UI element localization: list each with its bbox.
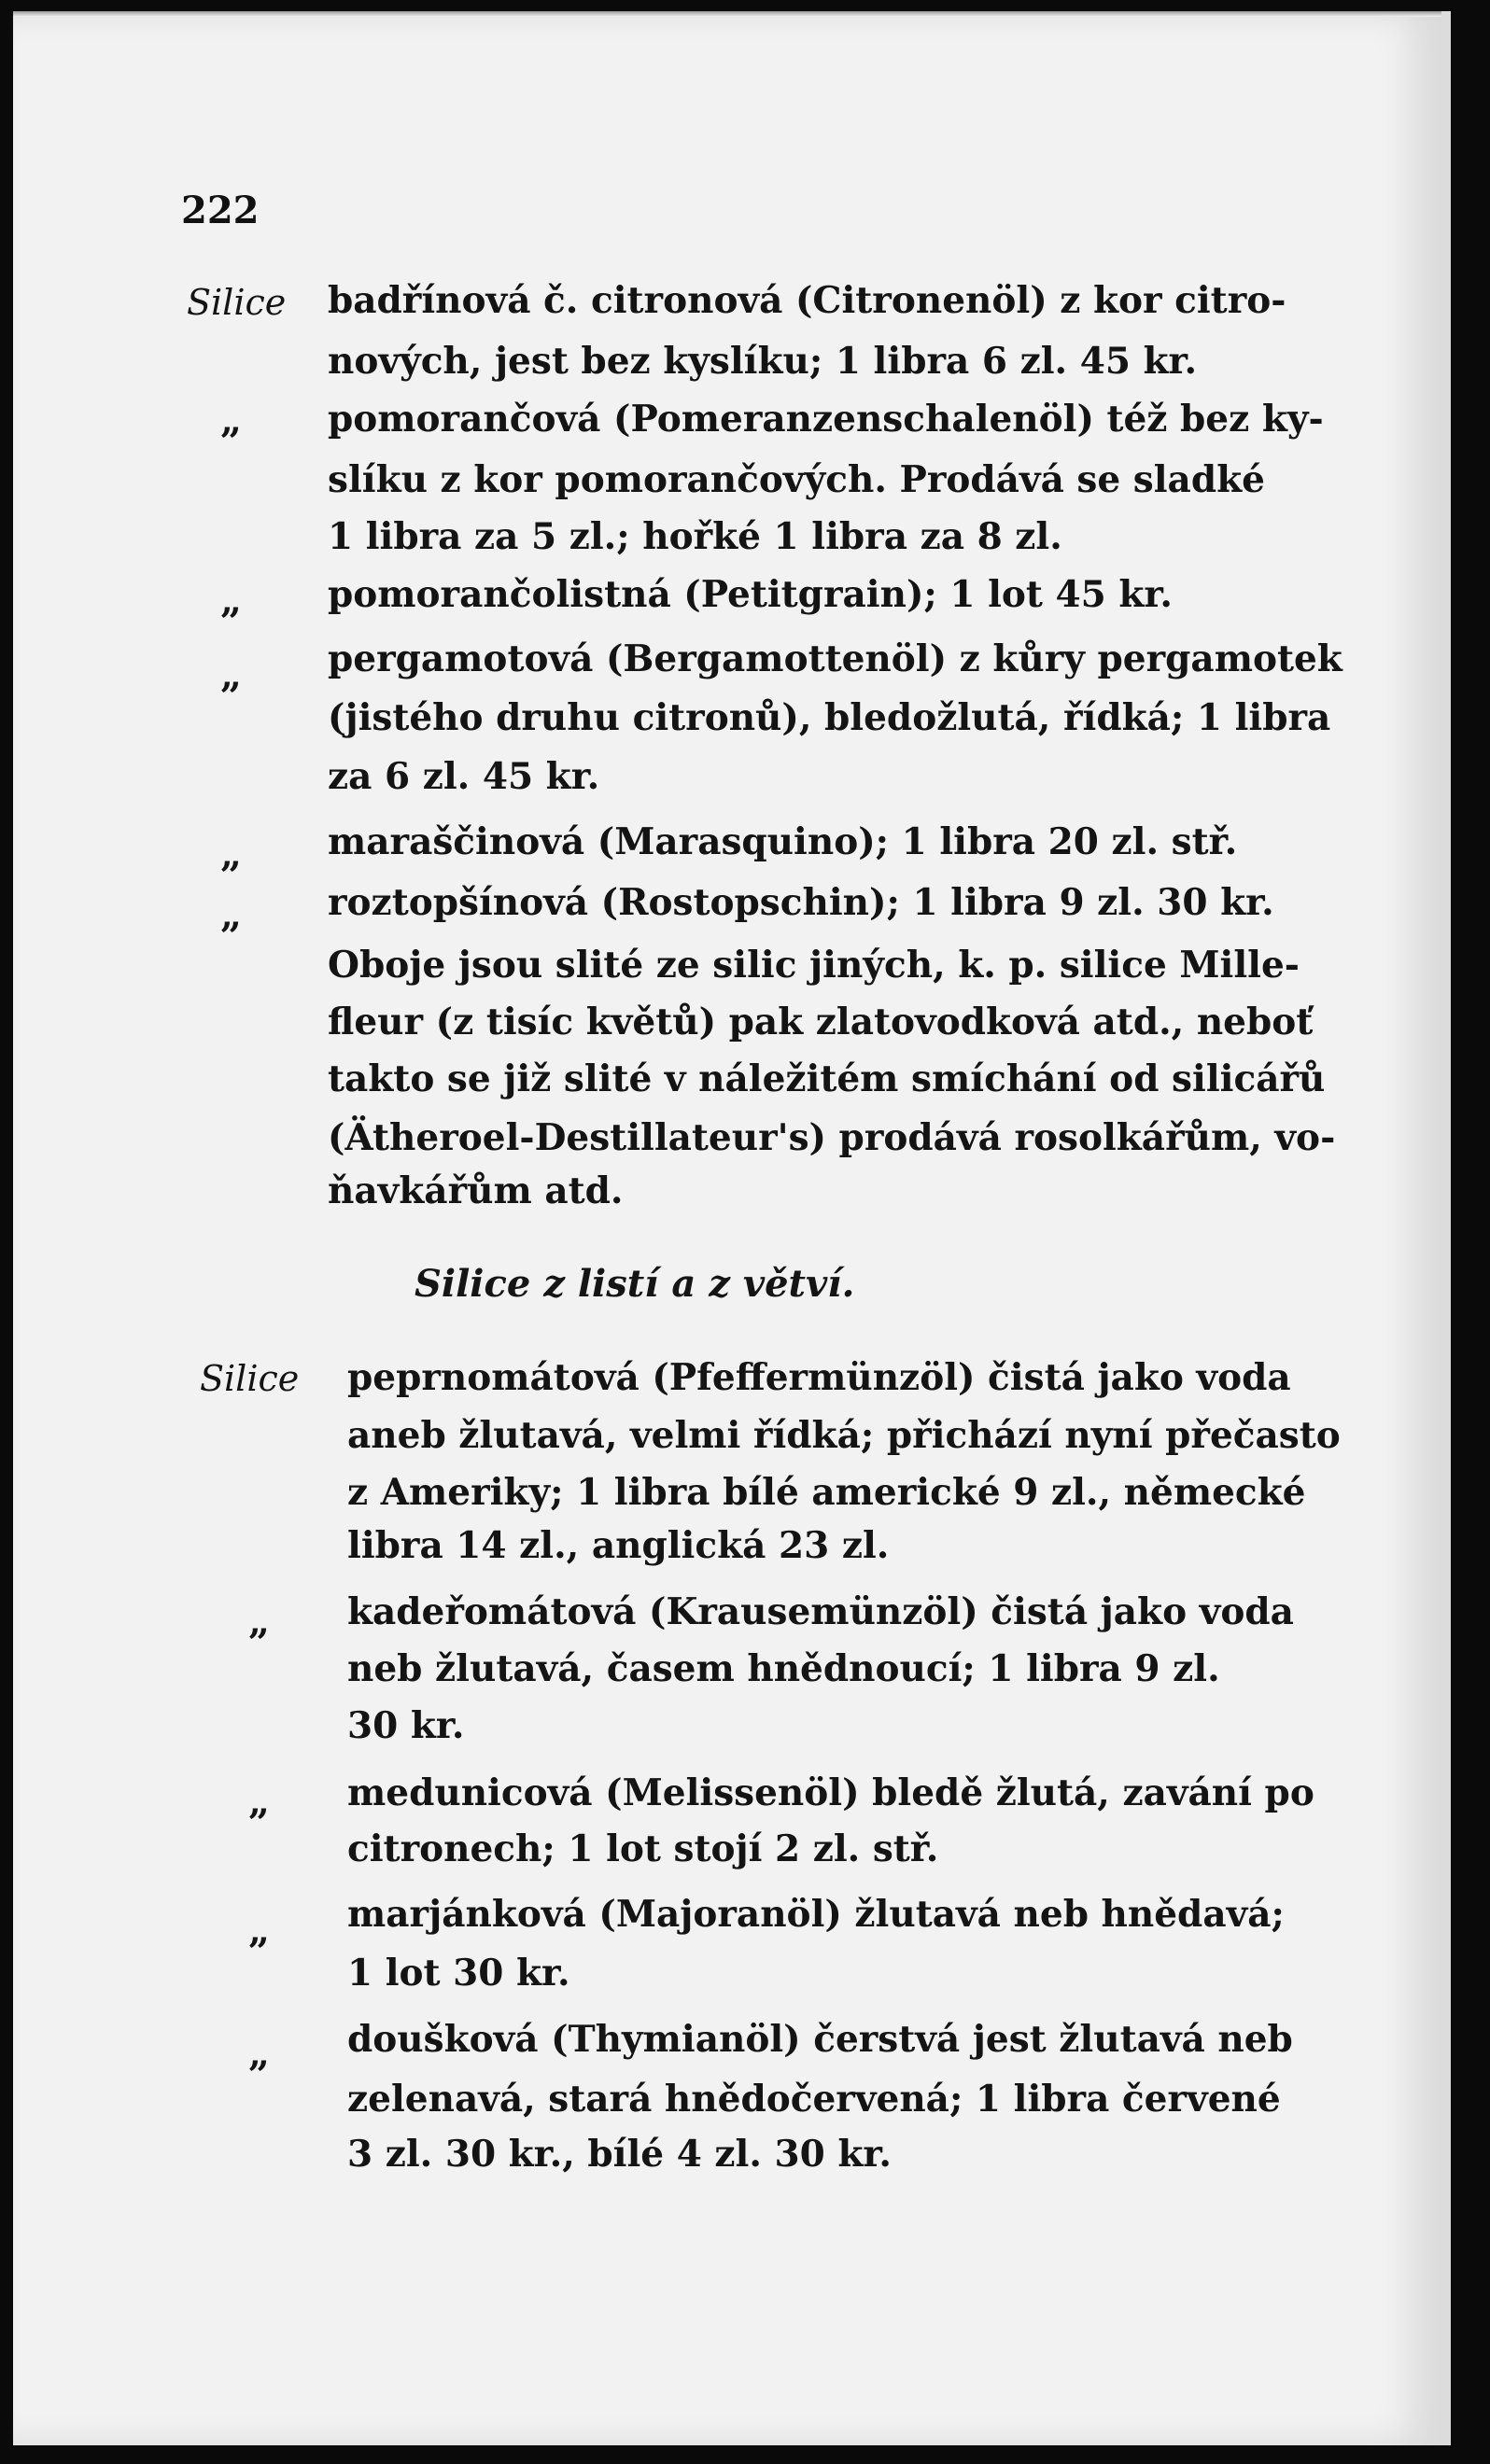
section-heading: Silice z listí a z větví. (415, 1262, 855, 1306)
text-line: roztopšínová (Rostopschin); 1 libra 9 zl. 30 kr. (328, 881, 1274, 924)
text-line: citronech; 1 lot stojí 2 zl. stř. (347, 1827, 939, 1870)
page-number: 222 (181, 189, 260, 232)
text-line: Oboje jsou slité ze silic jiných, k. p. silice Mille- (328, 944, 1300, 987)
text-line: z Ameriky; 1 libra bílé americké 9 zl., německé (347, 1471, 1306, 1514)
text-line: kadeřomátová (Krausemünzöl) čistá jako voda (347, 1590, 1294, 1633)
text-line: (jistého druhu citronů), bledožlutá, řídká; 1 libra (328, 696, 1331, 739)
text-line: 30 kr. (347, 1704, 465, 1747)
ditto-mark: „ (220, 579, 243, 623)
text-line: pomorančová (Pomeranzenschalenöl) též bez ky- (328, 398, 1324, 441)
text-line: (Ätheroel-Destillateur's) prodává rosolkářům, vo- (328, 1116, 1336, 1159)
ditto-mark: „ (248, 1909, 271, 1953)
text-line: neb žlutavá, časem hnědnoucí; 1 libra 9 zl. (347, 1647, 1220, 1690)
text-line: aneb žlutavá, velmi řídká; přichází nyní přečasto (347, 1414, 1341, 1457)
entry-label-silice: Silice (200, 1358, 300, 1399)
text-line: marjánková (Majoranöl) žlutavá neb hnědavá; (347, 1893, 1285, 1936)
text-line: libra 14 zl., anglická 23 zl. (347, 1524, 890, 1567)
ditto-mark: „ (248, 1780, 271, 1824)
text-line: nových, jest bez kyslíku; 1 libra 6 zl. 45 kr. (328, 340, 1198, 383)
text-line: 1 lot 30 kr. (347, 1952, 570, 1995)
text-line: ňavkářům atd. (328, 1169, 624, 1212)
text-line: slíku z kor pomorančových. Prodává se sladké (328, 458, 1265, 501)
text-line: takto se již slité v náležitém smíchání od silicářů (328, 1057, 1326, 1100)
text-line: 3 zl. 30 kr., bílé 4 zl. 30 kr. (347, 2133, 892, 2176)
ditto-mark: „ (220, 399, 243, 442)
text-line: zelenavá, stará hnědočervená; 1 libra červené (347, 2078, 1281, 2121)
ditto-mark: „ (248, 2032, 271, 2076)
text-line: za 6 zl. 45 kr. (328, 755, 600, 798)
text-line: maraščinová (Marasquino); 1 libra 20 zl. stř. (328, 820, 1238, 863)
text-line: badřínová č. citronová (Citronenöl) z kor citro- (328, 279, 1286, 322)
page-top-edge (13, 11, 1441, 17)
book-page (13, 11, 1451, 2445)
entry-label-silice: Silice (187, 282, 287, 323)
text-line: medunicová (Melissenöl) bledě žlutá, zavání po (347, 1771, 1314, 1814)
text-line: 1 libra za 5 zl.; hořké 1 libra za 8 zl. (328, 515, 1062, 558)
ditto-mark: „ (220, 833, 243, 876)
text-line: pomorančolistná (Petitgrain); 1 lot 45 kr. (328, 573, 1173, 616)
text-line: peprnomátová (Pfeffermünzöl) čistá jako voda (347, 1356, 1291, 1399)
text-line: doušková (Thymianöl) čerstvá jest žlutavá neb (347, 2018, 1293, 2061)
text-line: fleur (z tisíc květů) pak zlatovodková atd., neboť (328, 1001, 1314, 1043)
ditto-mark: „ (220, 893, 243, 937)
text-line: pergamotová (Bergamottenöl) z kůry pergamotek (328, 637, 1342, 680)
ditto-mark: „ (220, 653, 243, 697)
ditto-mark: „ (248, 1600, 271, 1644)
